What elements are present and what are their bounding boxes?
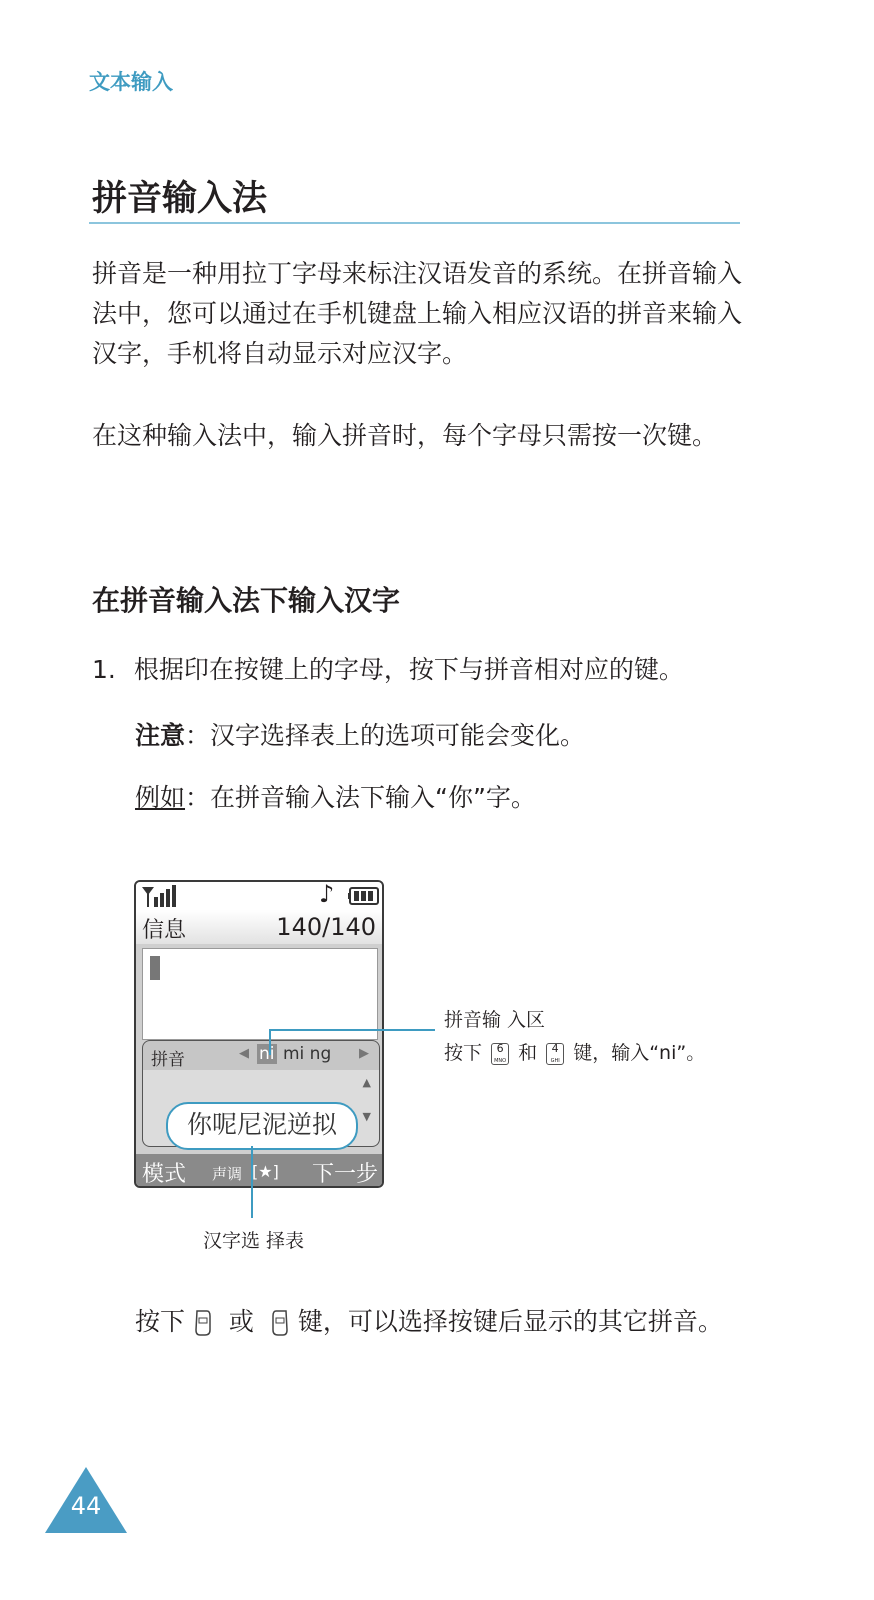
step-number: 1. xyxy=(92,655,116,684)
pinyin-area-callout: 拼音输 入区 xyxy=(444,1009,546,1031)
scroll-up-icon[interactable]: ▲ xyxy=(362,1076,371,1089)
page-number: 44 xyxy=(70,1492,102,1520)
pinyin-callout-line xyxy=(270,1030,435,1055)
music-icon: ♪ xyxy=(319,880,335,908)
second-paragraph: 在这种输入法中，输入拼音时，每个字母只需按一次键。 xyxy=(92,421,718,450)
candidate-table-callout: 汉字选 择表 xyxy=(203,1230,305,1252)
note-text: ：汉字选择表上的选项可能会变化。 xyxy=(185,721,586,750)
soft-key-tone[interactable]: 声调 xyxy=(212,1165,243,1183)
pinyin-area-instruction: 按下 6 MNO 和 4 GHI 键，输入“ni”。 xyxy=(444,1041,706,1064)
key-6-icon: 6 MNO xyxy=(491,1043,509,1065)
right-arrow-icon[interactable]: ▶ xyxy=(359,1046,369,1061)
char-counter: 140/140 xyxy=(276,913,376,941)
pinyin-label: 拼音 xyxy=(151,1050,185,1070)
left-arrow-icon[interactable]: ◀ xyxy=(239,1046,249,1061)
soft-key-mode[interactable]: 模式 xyxy=(142,1162,187,1187)
soft-key-next[interactable]: 下一步 xyxy=(311,1162,378,1187)
note-label: 注意 xyxy=(135,721,186,750)
star-key-label: [★] xyxy=(252,1162,279,1181)
page-title: 拼音输入法 xyxy=(92,179,268,219)
example-text: ：在拼音输入法下输入“你”字。 xyxy=(185,783,536,812)
bottom-instruction: 按下 或 键，可以选择按键后显示的其它拼音。 xyxy=(135,1307,723,1336)
phone-title: 信息 xyxy=(142,918,187,943)
subheading: 在拼音输入法下输入汉字 xyxy=(92,584,401,617)
key-4-icon: 4 GHI xyxy=(546,1043,564,1065)
scroll-down-icon[interactable]: ▼ xyxy=(362,1110,371,1123)
intro-paragraph: 拼音是一种用拉丁字母来标注汉语发音的系统。在拼音输入法中，您可以通过在手机键盘上输入相应汉语的拼音来输入汉字，手机将自动显示对应汉字。 xyxy=(92,259,743,368)
section-label: 文本输入 xyxy=(89,70,173,94)
pinyin-options[interactable]: mi ng xyxy=(283,1044,332,1064)
pinyin-selected[interactable]: ni xyxy=(259,1044,275,1064)
candidate-list[interactable]: 你呢尼泥逆拟 xyxy=(166,1102,358,1150)
right-softkey-icon xyxy=(270,1308,290,1338)
example-label: 例如 xyxy=(135,783,186,812)
left-softkey-icon xyxy=(193,1308,213,1338)
step-text: 根据印在按键上的字母，按下与拼音相对应的键。 xyxy=(133,655,684,684)
